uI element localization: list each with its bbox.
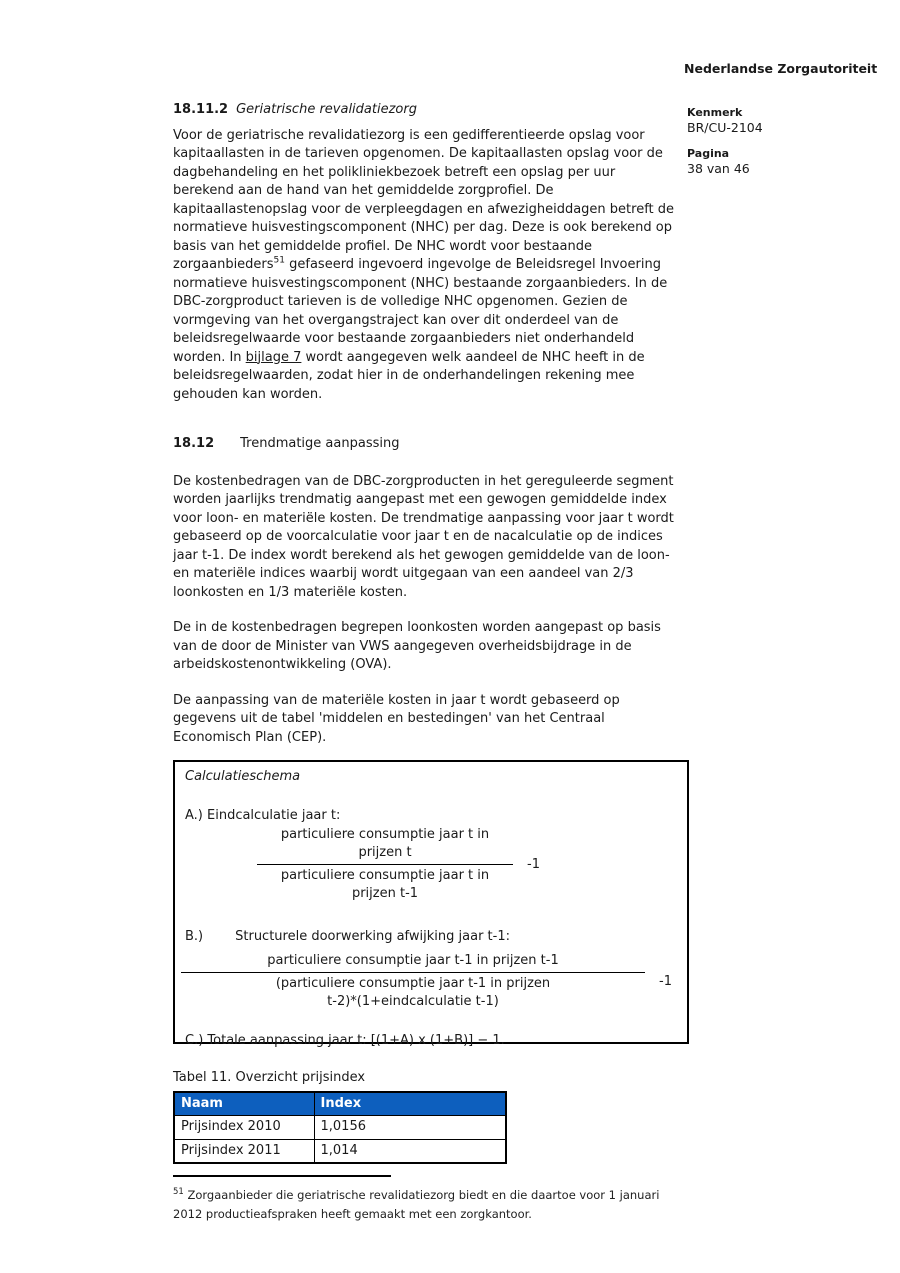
schema-a-denominator: particuliere consumptie jaar t in prijzen t-1: [280, 868, 490, 901]
cell-naam: Prijsindex 2010: [174, 1116, 314, 1140]
table-row: [174, 1116, 506, 1140]
pagina-value: 38 van 46: [687, 161, 750, 176]
cell-index: 1,014: [314, 1139, 506, 1163]
schema-a-numerator: particuliere consumptie jaar t in prijzen t: [257, 826, 513, 865]
section-number: 18.11.2: [173, 102, 229, 117]
table-row: [174, 1139, 506, 1163]
paragraph-geriatrische-revalidatiezorg: [173, 127, 680, 405]
schema-a-suffix: -1: [527, 856, 540, 872]
schema-c-label: C.) Totale aanpassing jaar t: [(1+A) x (1+B)] − 1.: [185, 1033, 505, 1048]
pagina-label: Pagina: [687, 147, 730, 160]
schema-b-suffix: -1: [659, 973, 672, 989]
section-number: 18.12: [173, 436, 215, 451]
footnote-separator: [173, 1175, 391, 1177]
schema-b-fraction: [181, 952, 645, 1011]
document-body: [173, 101, 680, 1224]
paragraph-loonkosten-ova: De in de kostenbedragen begrepen loonkosten worden aangepast op basis van de door de Minister van VWS aangegeven overheidsbijdrage in de arbeidskostenontwikkeling (OVA).: [173, 620, 661, 672]
kenmerk-value: BR/CU-2104: [687, 120, 763, 135]
schema-a-fraction: [257, 826, 513, 903]
cell-index: 1,0156: [314, 1116, 506, 1140]
table-caption: Tabel 11. Overzicht prijsindex: [173, 1070, 366, 1085]
table-header-row: [174, 1092, 506, 1116]
kenmerk-label: Kenmerk: [687, 106, 743, 119]
paragraph-materiele-kosten-cep: De aanpassing van de materiële kosten in jaar t wordt gebaseerd op gegevens uit de tabel 'middelen en bestedingen' van het Centraal Economisch Plan (CEP).: [173, 692, 620, 745]
paragraph-trendmatige-aanpassing: De kostenbedragen van de DBC-zorgproducten in het gereguleerde segment worden jaarlijks trendmatig aangepast met een gewogen gemiddelde index voor loon- en materiële kosten. De trendmatige aanpassing voor jaar t wordt gebaseerd op de voorcalculatie voor jaar t en de nacalculatie op de indices jaar t-1. De index wordt berekend als het gewogen gemiddelde van de loon- en materiële indices waarbij wordt uitgegaan van een aandeel van 2/3 loonkosten en 1/3 materiële kosten.: [173, 473, 674, 600]
footnote-51: [173, 1186, 685, 1224]
footnote-number: 51: [173, 1187, 184, 1198]
paragraph-text: wordt aangegeven welk aandeel de NHC heeft in de beleidsregelwaarden, zodat hier in de onderhandelingen rekening mee gehouden kan worden.: [173, 349, 645, 402]
prijsindex-table: [173, 1091, 507, 1165]
paragraph-text: gefaseerd ingevoerd ingevolge de Beleidsregel Invoering normatieve huisvestingscomponent (NHC) bestaande zorgaanbieders. In de DBC-zorgproduct tarieven is de volledige NHC opgenomen. Gezien de vormgeving van het overgangstraject kan over dit onderdeel van de beleidsregelwaarde voor bestaande zorgaanbieders niet onderhandeld worden. In: [173, 257, 668, 365]
column-header-index: Index: [314, 1092, 506, 1116]
calculatieschema-box: [173, 760, 689, 1048]
schema-b-label: B.) Structurele doorwerking afwijking jaar t-1:: [185, 929, 510, 944]
footnote-area: [173, 1175, 680, 1224]
schema-b-formula: [181, 952, 677, 1011]
bijlage-7-link[interactable]: bijlage 7: [245, 349, 302, 365]
schema-b-denominator: (particuliere consumptie jaar t-1 in prijzen t-2)*(1+eindcalculatie t-1): [275, 976, 551, 1009]
schema-a-label: A.) Eindcalculatie jaar t:: [185, 808, 341, 823]
column-header-naam: Naam: [174, 1092, 314, 1116]
calculatieschema-title: Calculatieschema: [185, 769, 301, 784]
section-title: Trendmatige aanpassing: [240, 436, 400, 451]
section-heading-18-12: [173, 435, 680, 454]
schema-a-formula: [257, 826, 677, 903]
section-heading-18-11-2: [173, 101, 680, 120]
schema-b-numerator: particuliere consumptie jaar t-1 in prijzen t-1: [181, 952, 645, 973]
document-meta: [687, 106, 763, 176]
footnote-ref-51[interactable]: 51: [273, 255, 285, 266]
paragraph-text: Voor de geriatrische revalidatiezorg is een gedifferentieerde opslag voor kapitaallasten in de tarieven opgenomen. De kapitaallasten opslag voor de dagbehandeling en het polikliniekbezoek betreft een opslag per uur berekend aan de hand van het gemiddelde zorgprofiel. De kapitaallastenopslag voor de verpleegdagen en afwezigheiddagen betreft de normatieve huisvestingscomponent (NHC) per dag. Deze is ook berekend op basis van het gemiddelde profiel. De NHC wordt voor bestaande zorgaanbieders: [173, 127, 675, 272]
org-name: Nederlandse Zorgautoriteit: [684, 61, 878, 76]
section-title: Geriatrische revalidatiezorg: [236, 102, 417, 117]
cell-naam: Prijsindex 2011: [174, 1139, 314, 1163]
footnote-text: Zorgaanbieder die geriatrische revalidatiezorg biedt en die daartoe voor 1 januari 2012 productieafspraken heeft gemaakt met een zorgkantoor.: [173, 1188, 660, 1221]
